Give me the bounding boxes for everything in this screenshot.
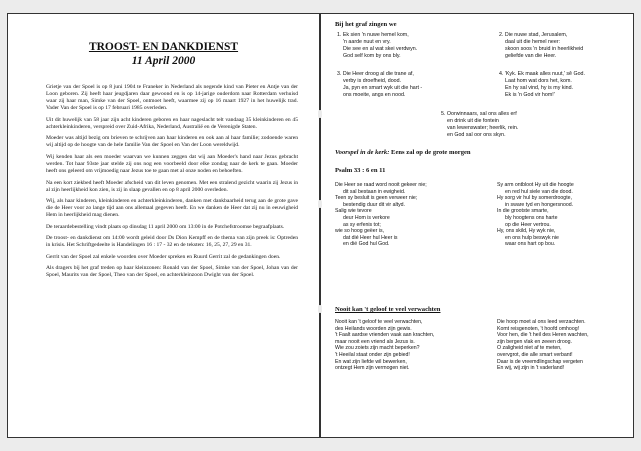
psalm-line: en dié God hul God. (343, 241, 390, 248)
verse-line: Ja, pyn en smart wyk uit die hart - (343, 85, 423, 92)
hymn-line: des Heilands woorden zijn gewis. (335, 325, 412, 332)
verse-line: en God sal oor ons skyn. (447, 132, 506, 139)
psalm-line: Salig wie tevore (335, 208, 372, 215)
hymn-line: 't Heeilal staat onder zijn gebied! (335, 351, 410, 358)
hymn-line: Voor hen, die 't heil des Heren wachten, (497, 332, 589, 339)
paragraph: Uit dit huwelijk van 58 jaar zijn acht kinderen geboren en haar nageslacht telt vandaag 35 kleinkinderen en 45 achterkleinkinderen, verspreid over Zuid-Afrika, Nederland, Australië en de Verenigde Staten. (46, 116, 298, 130)
psalm-line: en red hul siele van die dood. (505, 188, 573, 195)
psalm-line: Teen sy besluit is geen verweer nie; (335, 195, 418, 202)
verse-line: skoon soos 'n bruid in heerlikheid (505, 46, 584, 53)
psalm-line: Sy arm ontbloot Hy uit die hoogte (497, 182, 574, 188)
psalm-line: Die Heer se raad word nooit gekeer nie; (335, 182, 427, 188)
paragraph: De teraardebestelling vindt plaats op dinsdag 11 april 2000 om 13:00 in de Potchefstroomse begraafplaats. (46, 223, 285, 230)
verse-line: geliefde van die Heer. (505, 53, 557, 60)
prelude-title: Eens zal op de grote morgen (389, 149, 471, 156)
paragraph: Moeder was altijd bezig om brieven te schrijven aan haar kinderen en ook aan al haar familie; zodoende waren wij altijd op de hoogte van de hele familie Van der Spoel en Van der Loon wereldwijd. (46, 135, 298, 149)
paragraph: Wij, als haar kinderen, kleinkinderen en achterkleinkinderen, danken met dankbaarheid terug aan de grote gave die de Heer voor zo lange tijd aan ons allemaal gegeven heeft. En we danken de Heer dat zij nu in eeuwigheid Hem in heerlijkheid mag dienen. (46, 198, 298, 219)
closing-hymn-heading: Nooit kan 't geloof te veel verwachten (335, 306, 441, 313)
hymn-line: zijn bergen vlak en zeeen droog. (497, 338, 572, 345)
verse-line: 2. Die nuwe stad, Jerusalem, (499, 32, 568, 38)
psalm-line: dat dié Heer hul Heer is (343, 234, 398, 241)
verse-line: 3. Die Heer droog al die trane af, (337, 71, 414, 77)
verse-line: God self kom by ons bly. (343, 53, 401, 60)
service-date: 11 April 2000 (131, 55, 196, 67)
verse-4 (499, 71, 585, 99)
obituary-text (46, 84, 298, 284)
psalm-heading: Psalm 33 : 6 en 11 (335, 167, 386, 174)
hymn-line: En wij, wij zijn in 't vaderland! (497, 365, 565, 372)
verse-line: En hy sal vind, hy is my kind. (505, 85, 574, 92)
psalm-line: en ons hulp beswyk nie (505, 234, 559, 241)
verse-line: daal uit die hemel neer: (505, 39, 561, 46)
title-block (8, 41, 319, 67)
closing-hymn-verse-2 (497, 319, 589, 372)
verse-3 (337, 71, 422, 99)
hymn-line: Komt reisgenoten, 't hoofd omhoog! (497, 325, 580, 332)
hymn-line: Wie zou zoiets zijn macht beperken? (335, 345, 420, 352)
verse-line: en drink uit die fontein (447, 118, 499, 125)
verse-line: 5. Oorwinnaars, sal ons alles erf (441, 111, 517, 117)
hymn-line: overvgrot, die alle smart verbant! (497, 351, 573, 358)
psalm-line: waar ons hart op bou. (505, 241, 556, 248)
fold-mark (318, 110, 322, 118)
hymn-line: ontzegt Hem zijn vermogen niet. (335, 365, 410, 372)
paragraph: Wij kenden haar als een moeder waarvan we kunnen zeggen dat wij aan Moeder's hand naar Jezus gebracht werden. Tot haar 93ste jaar stelde zij ons nog een voorbeeld door elke zondag naar de kerk te gaan. Moeder heeft ons geleerd om vrijmoedig naar Jezus toe te gaan met al onze noden en behoeften. (46, 153, 298, 175)
closing-hymn-verse-1 (335, 319, 434, 372)
psalm-verse-6 (335, 182, 427, 248)
verse-5 (441, 111, 518, 139)
psalm-line: Hy sorg vir hul by somerdroogte, (497, 195, 572, 202)
verse-1 (337, 32, 417, 60)
psalm-line: dit sal bestaan in ewigheid. (343, 188, 406, 195)
right-page (320, 13, 634, 438)
hymn-line: maar nooit een vriend als Jezus is. (335, 338, 415, 345)
hymn-line: O zaligheid niet af te meten, (497, 345, 562, 352)
psalm-line: as sy erfenis tot; (343, 221, 381, 228)
paragraph: Grietje van der Spoel is op 8 juni 1904 te Franeker in Nederland als negende kind van Pieter en Antje van der Loon geboren. Zij heeft haar jeugdjaren daar gewoond en is op 14-jarige ouderdom naar Rotterdam verhuisd waar zij haar man, Simke van der Spoel, ontmoet heeft, waarmee zij op 16 maart 1927 in het huwelijk trad. Vader Van der Spoel is op 17 februari 1985 overleden. (46, 84, 298, 112)
paragraph: Na een kort ziekbed heeft Moeder afscheid van dit leven genomen. Met een stralend gezicht waarin zij Jezus in al zijn heerlijkheid kon zien, is zij in slaap gevallen en op 8 april 2000 overleden. (46, 179, 298, 193)
psalm-line: wie so hoog geëer is, (335, 228, 385, 235)
verse-2 (499, 32, 583, 60)
hymn-line: Nooit kan 't geloof te veel verwachten, (335, 319, 423, 325)
verse-line: 1. Ek sien 'n nuwe hemel kom, (337, 32, 409, 38)
verse-line: 'n aarde nuut en vry. (343, 39, 391, 46)
psalm-line: bly hoogtens ons harte (505, 214, 558, 221)
verse-line: verby is droefheid, dood. (343, 78, 402, 85)
paragraph: De troost- en dankdienst om 14:00 wordt geleid door Ds Dion Kempff en de thema van zijn preek is: Optreden in krisis. Het Schriftgedeelte is Handelingen 16 : 17 - 32 en de teksten: 16, 25, 27, 29 en 31. (46, 235, 298, 249)
psalm-line: In die grootste smarte, (497, 208, 549, 215)
verse-line: van lewenswater; heerlik, rein. (447, 125, 519, 132)
psalm-line: op die Heer vertrou. (505, 221, 551, 228)
verse-line: 4. 'Kyk. Ek maak alles nuut,' sê God. (499, 71, 585, 77)
psalm-line: in sware tyd en hongersnood. (505, 201, 574, 208)
hymn-line: 't Faalt aardse vrienden vaak aan krachten, (335, 332, 435, 339)
psalm-line: Hy, ons skild, Hy wyk nie, (497, 228, 556, 235)
hymn-line: Daar is de vreemdlingschap vergeten (497, 358, 583, 365)
fold-mark (318, 200, 322, 208)
verse-line: Laat hom wat dors het, kom. (505, 78, 572, 85)
prelude-heading (335, 149, 471, 156)
psalm-line: bestendig duur dit vir altyd. (343, 201, 405, 208)
verse-line: Die see en al wat skei verdwyn. (343, 46, 418, 53)
hymn-line: Die hoop moet al ons leed verzachten. (497, 319, 586, 325)
fold-mark (318, 305, 322, 313)
left-page (7, 13, 320, 438)
verse-line: Ek is 'n God vir hom!' (505, 92, 555, 99)
paragraph: Gerrit van der Spoel zal enkele woorden over Moeder spreken en Ruurd Gerrit zal de gedankingen doen. (46, 253, 281, 260)
hymn-line: En wat zijn liefde wil bewerken, (335, 358, 407, 365)
verse-line: ons moeite, angs en nood. (343, 92, 406, 99)
graveside-hymn-heading: Bij het graf zingen we (335, 21, 397, 28)
page-title: TROOST- EN DANKDIENST (88, 41, 239, 53)
prelude-label: Voorspel in de kerk: (335, 149, 390, 156)
psalm-line: deur Hom is verkore (343, 214, 390, 221)
paragraph: Als dragers bij het graf treden op haar kleinzonen: Ronald van der Spoel, Simke van der Spoel, Johan van der Spoel, Maurits van der Spoel, Theo van der Spoel, en achterkleinzoon Dwight van der Spoel. (46, 265, 298, 279)
psalm-verse-11 (497, 182, 574, 248)
